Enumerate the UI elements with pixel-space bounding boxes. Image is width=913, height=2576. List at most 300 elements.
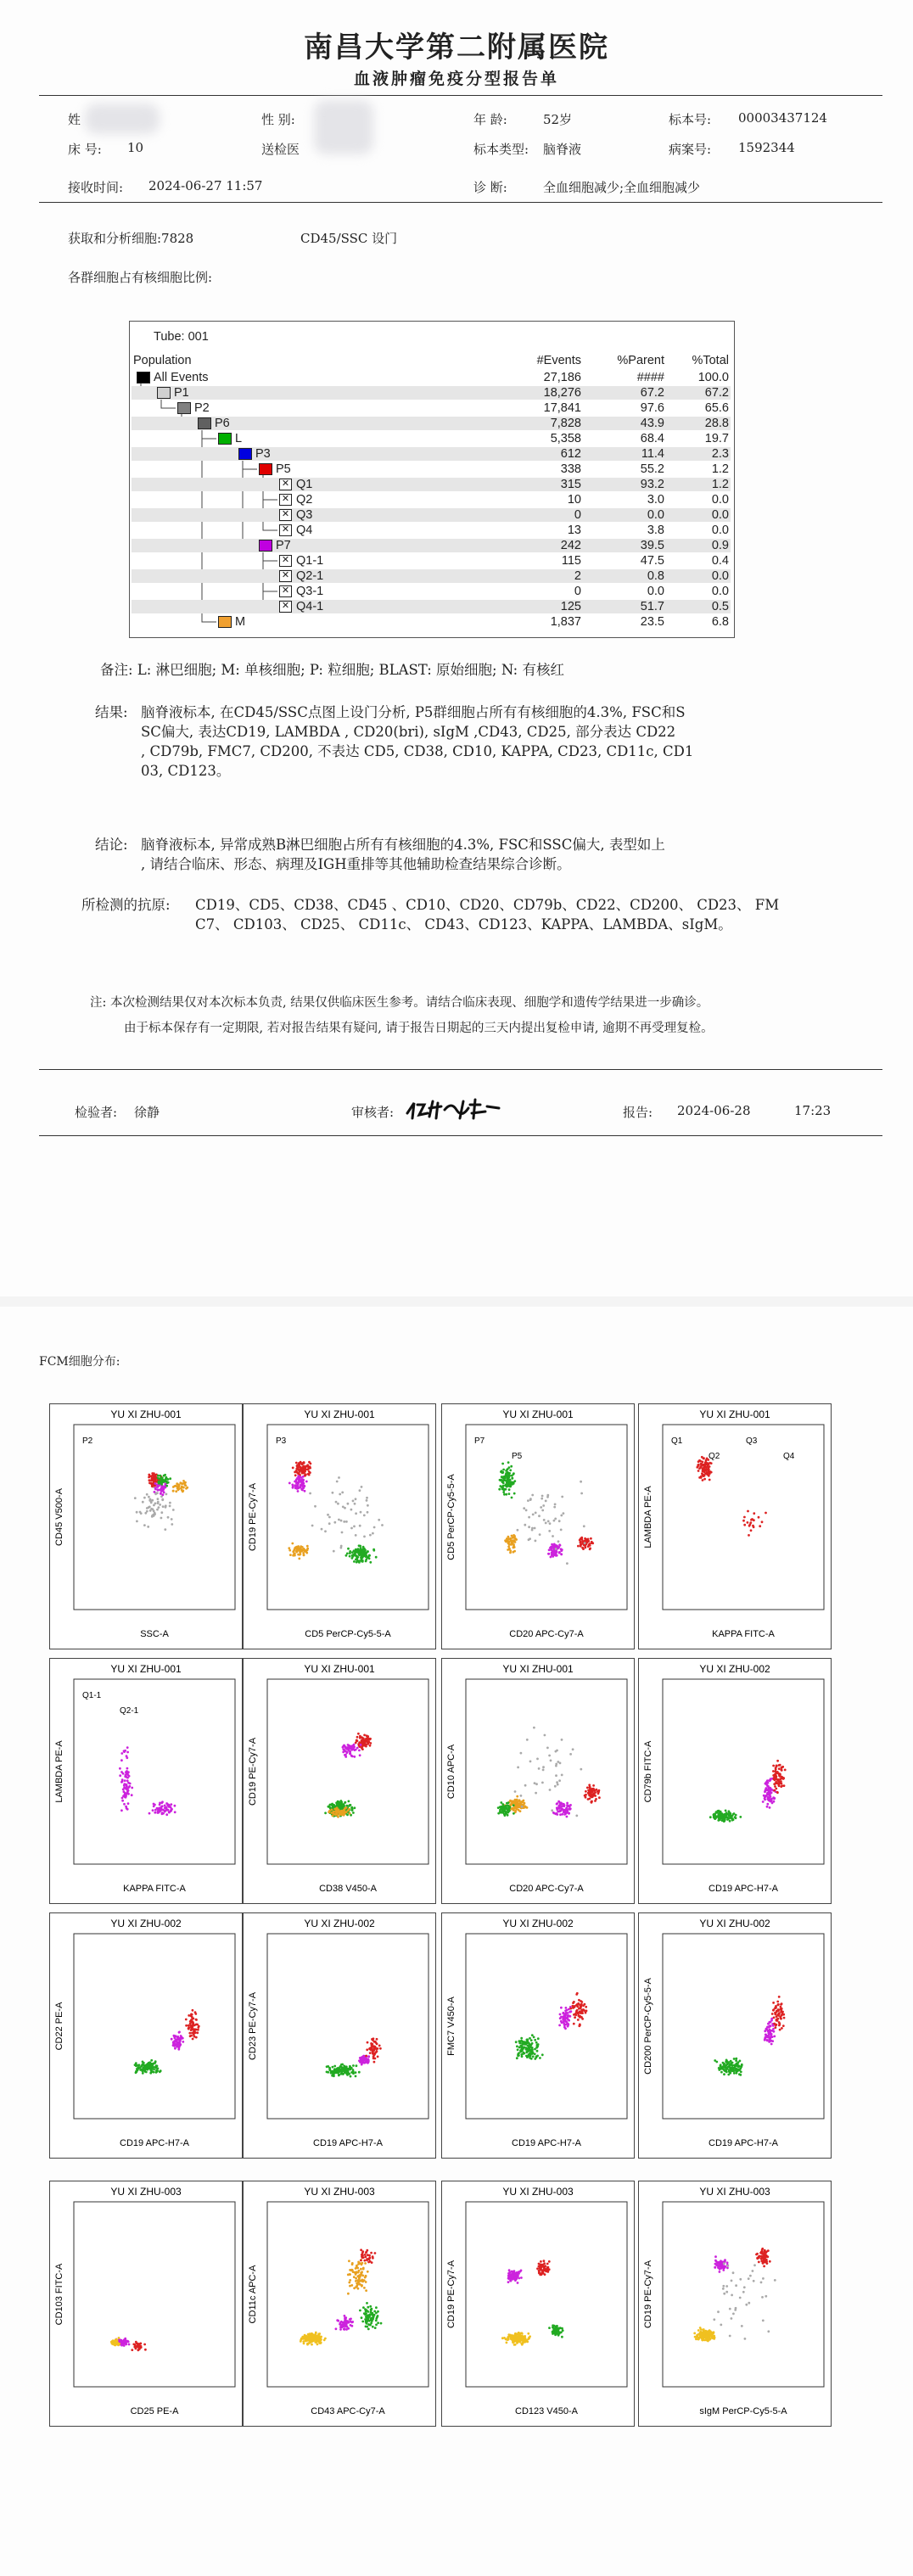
event-dot — [595, 1798, 597, 1800]
event-dot — [191, 2032, 193, 2035]
event-dot — [765, 1512, 767, 1515]
event-dot — [696, 2336, 698, 2338]
event-dot — [381, 1524, 384, 1526]
event-dot — [697, 1464, 699, 1466]
fcm-scatter-plot — [49, 1912, 243, 2159]
population-events: 7,828 — [550, 417, 581, 430]
y-axis-label: CD200 PerCP-Cy5-5-A — [643, 1978, 653, 2075]
event-dot — [135, 2071, 137, 2074]
event-dot — [566, 1811, 569, 1813]
event-dot — [735, 2059, 737, 2062]
population-row — [132, 417, 731, 430]
event-dot — [753, 2280, 755, 2282]
event-dot — [505, 1488, 507, 1491]
event-dot — [568, 2008, 570, 2011]
event-dot — [195, 2019, 198, 2021]
event-dot — [734, 2069, 737, 2072]
event-dot — [362, 2059, 365, 2062]
event-dot — [541, 1498, 543, 1500]
event-dot — [734, 2309, 737, 2311]
event-dot — [156, 1488, 159, 1491]
event-dot — [360, 1553, 362, 1555]
event-dot — [528, 2047, 530, 2050]
name-label: 姓 — [68, 112, 81, 127]
population-total: 28.8 — [704, 417, 729, 430]
event-dot — [124, 1795, 126, 1798]
event-dot — [551, 1809, 553, 1812]
event-dot — [165, 1506, 167, 1509]
event-dot — [342, 1745, 344, 1748]
event-dot — [375, 2306, 378, 2309]
event-dot — [703, 2332, 705, 2335]
event-dot — [338, 2075, 340, 2077]
event-dot — [710, 1471, 713, 1474]
event-dot — [765, 2034, 767, 2036]
event-dot — [509, 2334, 512, 2337]
event-dot — [766, 1780, 769, 1783]
event-dot — [509, 1803, 512, 1806]
event-dot — [538, 1767, 541, 1770]
event-dot — [170, 1809, 172, 1812]
event-dot — [126, 1789, 129, 1791]
event-dot — [727, 1817, 730, 1820]
population-events: 338 — [560, 462, 581, 476]
event-dot — [339, 2328, 342, 2331]
event-dot — [708, 2338, 710, 2340]
tester-label: 检验者: — [75, 1105, 118, 1120]
event-dot — [356, 1555, 358, 1558]
event-dot — [511, 1801, 513, 1804]
event-dot — [719, 2271, 721, 2273]
event-dot — [557, 1540, 560, 1543]
fcm-scatter-plot — [49, 2181, 243, 2427]
event-dot — [773, 1789, 776, 1792]
event-dot — [520, 1795, 523, 1797]
event-dot — [165, 1493, 168, 1496]
population-row — [132, 371, 731, 384]
event-dot — [748, 1534, 750, 1537]
event-dot — [544, 1734, 546, 1737]
event-dot — [316, 2344, 319, 2346]
event-dot — [580, 1543, 583, 1546]
event-dot — [586, 1539, 589, 1542]
event-dot — [348, 1800, 350, 1803]
event-dot — [730, 2064, 732, 2066]
event-dot — [770, 1778, 772, 1780]
event-dot — [172, 2041, 175, 2044]
event-dot — [772, 1765, 775, 1767]
event-dot — [509, 2276, 512, 2279]
report-time: 17:23 — [794, 1103, 832, 1118]
event-dot — [178, 1484, 181, 1487]
event-dot — [197, 2029, 199, 2031]
event-dot — [577, 2019, 580, 2021]
bed-label: 床 号: — [68, 142, 102, 157]
event-dot — [159, 2070, 161, 2073]
event-dot — [319, 2337, 322, 2339]
event-dot — [317, 2338, 320, 2340]
event-dot — [367, 1550, 369, 1553]
event-dot — [776, 2010, 778, 2013]
event-dot — [175, 2035, 177, 2037]
event-dot — [365, 1559, 367, 1561]
event-dot — [524, 1806, 527, 1808]
event-dot — [516, 2045, 518, 2047]
event-dot — [560, 1529, 563, 1532]
tube-label: Tube: 001 — [154, 330, 209, 344]
event-dot — [306, 1469, 309, 1471]
event-dot — [529, 2046, 532, 2048]
event-dot — [300, 1469, 302, 1471]
y-axis-label: LAMBDA PE-A — [54, 1740, 64, 1803]
event-dot — [518, 1804, 521, 1806]
event-dot — [743, 1516, 746, 1519]
population-name: Q3 — [296, 508, 313, 522]
event-dot — [580, 1481, 582, 1483]
event-dot — [357, 2288, 360, 2290]
event-dot — [348, 2260, 350, 2262]
event-dot — [727, 2063, 730, 2065]
event-dot — [522, 2336, 524, 2338]
event-dot — [543, 2268, 546, 2271]
event-dot — [121, 2342, 124, 2344]
event-dot — [194, 2013, 197, 2015]
gate-label: Q4 — [783, 1452, 795, 1461]
event-dot — [581, 2018, 584, 2020]
event-dot — [335, 1501, 338, 1504]
event-dot — [188, 2024, 190, 2027]
event-dot — [374, 2058, 377, 2060]
event-dot — [306, 2339, 309, 2342]
event-dot — [779, 1778, 781, 1781]
event-dot — [160, 1511, 163, 1514]
event-dot — [575, 2012, 578, 2014]
event-dot — [573, 2013, 575, 2016]
event-dot — [349, 1812, 351, 1815]
event-dot — [552, 1535, 554, 1537]
event-dot — [367, 2058, 370, 2061]
fcm-scatter-plot — [243, 2181, 436, 2427]
event-dot — [331, 2072, 333, 2075]
event-dot — [509, 1485, 512, 1487]
event-dot — [157, 1486, 160, 1488]
event-dot — [155, 2067, 158, 2069]
event-dot — [188, 2027, 190, 2030]
event-dot — [535, 1512, 537, 1515]
event-dot — [359, 2310, 361, 2312]
event-dot — [587, 1792, 590, 1795]
event-dot — [332, 1812, 334, 1814]
event-dot — [350, 1509, 353, 1511]
event-dot — [154, 1491, 156, 1493]
event-dot — [539, 2057, 541, 2059]
event-dot — [500, 1479, 502, 1481]
event-dot — [555, 1774, 557, 1777]
population-parent: 93.2 — [640, 478, 664, 491]
event-dot — [703, 1478, 706, 1481]
population-name: Q2 — [296, 493, 313, 507]
event-dot — [513, 2270, 516, 2272]
event-dot — [307, 2333, 310, 2336]
event-dot — [123, 1790, 126, 1793]
event-dot — [553, 1506, 556, 1509]
fcm-scatter-plot — [441, 1912, 635, 2159]
event-dot — [143, 1524, 146, 1526]
gate-label: Q1-1 — [82, 1691, 102, 1700]
color-swatch — [177, 402, 191, 414]
event-dot — [774, 1785, 776, 1788]
event-dot — [775, 2026, 777, 2029]
population-total: 67.2 — [704, 386, 729, 400]
event-dot — [148, 1506, 151, 1509]
event-dot — [743, 2286, 746, 2288]
event-dot — [302, 1465, 305, 1468]
event-dot — [312, 2336, 315, 2338]
event-dot — [712, 2332, 714, 2334]
population-row — [132, 585, 731, 598]
x-axis-label: SSC-A — [140, 1629, 169, 1639]
event-dot — [366, 2316, 368, 2319]
event-dot — [350, 1804, 352, 1806]
event-dot — [297, 1475, 300, 1477]
event-dot — [344, 1801, 347, 1804]
event-dot — [753, 2264, 756, 2266]
event-dot — [538, 2271, 541, 2274]
event-dot — [194, 2031, 197, 2034]
event-dot — [301, 1546, 304, 1548]
x-axis-label: CD123 V450-A — [515, 2406, 578, 2416]
population-total: 1.2 — [711, 462, 729, 476]
event-dot — [127, 1773, 130, 1776]
event-dot — [563, 2026, 566, 2029]
event-dot — [535, 1540, 537, 1543]
event-dot — [739, 2297, 742, 2299]
event-dot — [693, 2332, 696, 2335]
event-dot — [353, 2276, 356, 2278]
event-dot — [351, 1554, 354, 1557]
event-dot — [574, 2016, 576, 2019]
event-dot — [361, 1486, 363, 1488]
event-dot — [779, 1764, 781, 1767]
event-dot — [169, 1805, 171, 1807]
event-dot — [549, 1789, 552, 1791]
event-dot — [367, 2041, 369, 2044]
event-dot — [770, 1792, 773, 1795]
event-dot — [353, 1526, 356, 1528]
event-dot — [351, 2321, 354, 2323]
event-dot — [517, 1529, 519, 1532]
event-dot — [776, 1760, 779, 1762]
event-dot — [520, 2276, 523, 2279]
hospital-name: 南昌大学第二附属医院 — [304, 31, 609, 64]
event-dot — [505, 1475, 507, 1477]
event-dot — [297, 1487, 300, 1490]
event-dot — [548, 1755, 551, 1757]
event-dot — [332, 1492, 334, 1494]
event-dot — [347, 1809, 350, 1812]
event-dot — [771, 2013, 774, 2015]
event-dot — [534, 1527, 536, 1530]
event-dot — [173, 2044, 176, 2047]
event-dot — [557, 1784, 559, 1786]
event-dot — [584, 1795, 586, 1797]
event-dot — [362, 2256, 365, 2259]
event-dot — [341, 1532, 344, 1534]
event-dot — [585, 2006, 587, 2008]
gate-x-icon: ✕ — [279, 494, 292, 506]
event-dot — [538, 2270, 541, 2272]
event-dot — [561, 1813, 563, 1816]
event-dot — [184, 1481, 187, 1484]
event-dot — [374, 2046, 377, 2048]
event-dot — [121, 1778, 124, 1781]
population-total: 0.5 — [711, 600, 729, 613]
event-dot — [725, 1812, 728, 1814]
event-dot — [558, 1520, 561, 1522]
fcm-scatter-plot — [441, 1403, 635, 1649]
population-table — [129, 321, 735, 638]
event-dot — [146, 1507, 148, 1509]
event-dot — [135, 2341, 137, 2344]
x-axis-label: CD20 APC-Cy7-A — [509, 1629, 584, 1639]
event-dot — [333, 1521, 336, 1524]
event-dot — [311, 1525, 314, 1527]
population-name: Q4 — [296, 524, 313, 537]
event-dot — [366, 1734, 368, 1737]
event-dot — [569, 2015, 571, 2018]
event-dot — [559, 1813, 562, 1816]
gate-label: P3 — [276, 1436, 287, 1446]
event-dot — [161, 1481, 164, 1484]
event-dot — [306, 1548, 309, 1550]
event-dot — [580, 1541, 582, 1543]
event-dot — [539, 1533, 541, 1536]
event-dot — [342, 2325, 344, 2327]
event-dot — [365, 2275, 367, 2277]
plot-axes — [663, 1679, 824, 1864]
event-dot — [545, 1522, 547, 1525]
event-dot — [339, 1493, 341, 1496]
event-dot — [517, 2048, 519, 2051]
event-dot — [558, 2024, 561, 2027]
event-dot — [309, 1492, 311, 1495]
event-dot — [507, 1468, 509, 1470]
event-dot — [518, 2272, 520, 2275]
event-dot — [363, 2287, 366, 2289]
event-dot — [507, 1536, 510, 1538]
population-row — [132, 401, 731, 415]
population-total: 0.0 — [711, 524, 729, 537]
event-dot — [558, 1779, 561, 1782]
event-dot — [782, 2024, 785, 2027]
event-dot — [589, 1544, 591, 1547]
event-dot — [372, 2326, 374, 2328]
event-dot — [514, 1541, 517, 1543]
event-dot — [725, 2291, 728, 2293]
event-dot — [370, 2322, 372, 2325]
event-dot — [363, 2260, 366, 2262]
event-dot — [123, 1750, 126, 1753]
event-dot — [297, 1483, 300, 1486]
event-dot — [534, 2039, 536, 2041]
event-dot — [340, 1547, 343, 1549]
event-dot — [738, 2069, 741, 2072]
population-name: M — [235, 615, 246, 629]
event-dot — [532, 2055, 535, 2058]
event-dot — [767, 2023, 770, 2025]
sex-label: 性 别: — [261, 112, 295, 127]
event-dot — [182, 1487, 185, 1489]
event-dot — [363, 1734, 366, 1737]
event-dot — [722, 2285, 725, 2288]
event-dot — [321, 1528, 323, 1531]
fcm-scatter-plot — [243, 1658, 436, 1904]
event-dot — [742, 2291, 745, 2293]
event-dot — [349, 2285, 351, 2288]
x-axis-label: CD25 PE-A — [130, 2406, 179, 2416]
event-dot — [165, 1802, 168, 1805]
event-dot — [340, 1810, 343, 1812]
plot-axes — [74, 2202, 235, 2387]
gate-label: P5 — [512, 1452, 523, 1461]
event-dot — [375, 2051, 378, 2053]
event-dot — [361, 2254, 364, 2257]
event-dot — [725, 1810, 727, 1812]
event-dot — [375, 2048, 378, 2051]
event-dot — [518, 1799, 521, 1801]
event-dot — [126, 1793, 128, 1795]
event-dot — [369, 2305, 372, 2308]
event-dot — [781, 2011, 784, 2013]
event-dot — [744, 2338, 747, 2340]
event-dot — [506, 1812, 508, 1814]
event-dot — [358, 2281, 361, 2283]
event-dot — [531, 1494, 534, 1497]
event-dot — [149, 2072, 152, 2075]
population-parent: 51.7 — [640, 600, 664, 613]
event-dot — [514, 2279, 517, 2282]
event-dot — [119, 2339, 121, 2342]
event-dot — [592, 1784, 595, 1787]
population-parent: 23.5 — [640, 615, 664, 629]
event-dot — [762, 2262, 765, 2265]
population-row — [132, 569, 731, 583]
event-dot — [176, 2045, 178, 2047]
event-dot — [176, 1487, 179, 1490]
event-dot — [310, 1463, 312, 1465]
event-dot — [530, 2039, 533, 2041]
event-dot — [551, 1554, 553, 1556]
event-dot — [508, 1809, 511, 1812]
plot-axes — [663, 1425, 824, 1610]
event-dot — [348, 2321, 350, 2324]
event-dot — [124, 2338, 126, 2340]
event-dot — [747, 1521, 749, 1524]
event-dot — [729, 2072, 731, 2075]
event-dot — [699, 1460, 702, 1463]
event-dot — [526, 1739, 529, 1741]
plot-title: YU XI ZHU-001 — [304, 1663, 375, 1675]
event-dot — [501, 1812, 504, 1814]
event-dot — [505, 1485, 507, 1487]
event-dot — [565, 2007, 568, 2009]
event-dot — [367, 2055, 370, 2058]
event-dot — [353, 1746, 356, 1749]
event-dot — [147, 1526, 149, 1528]
event-dot — [375, 2324, 378, 2327]
event-dot — [300, 1476, 303, 1479]
event-dot — [513, 1492, 516, 1495]
